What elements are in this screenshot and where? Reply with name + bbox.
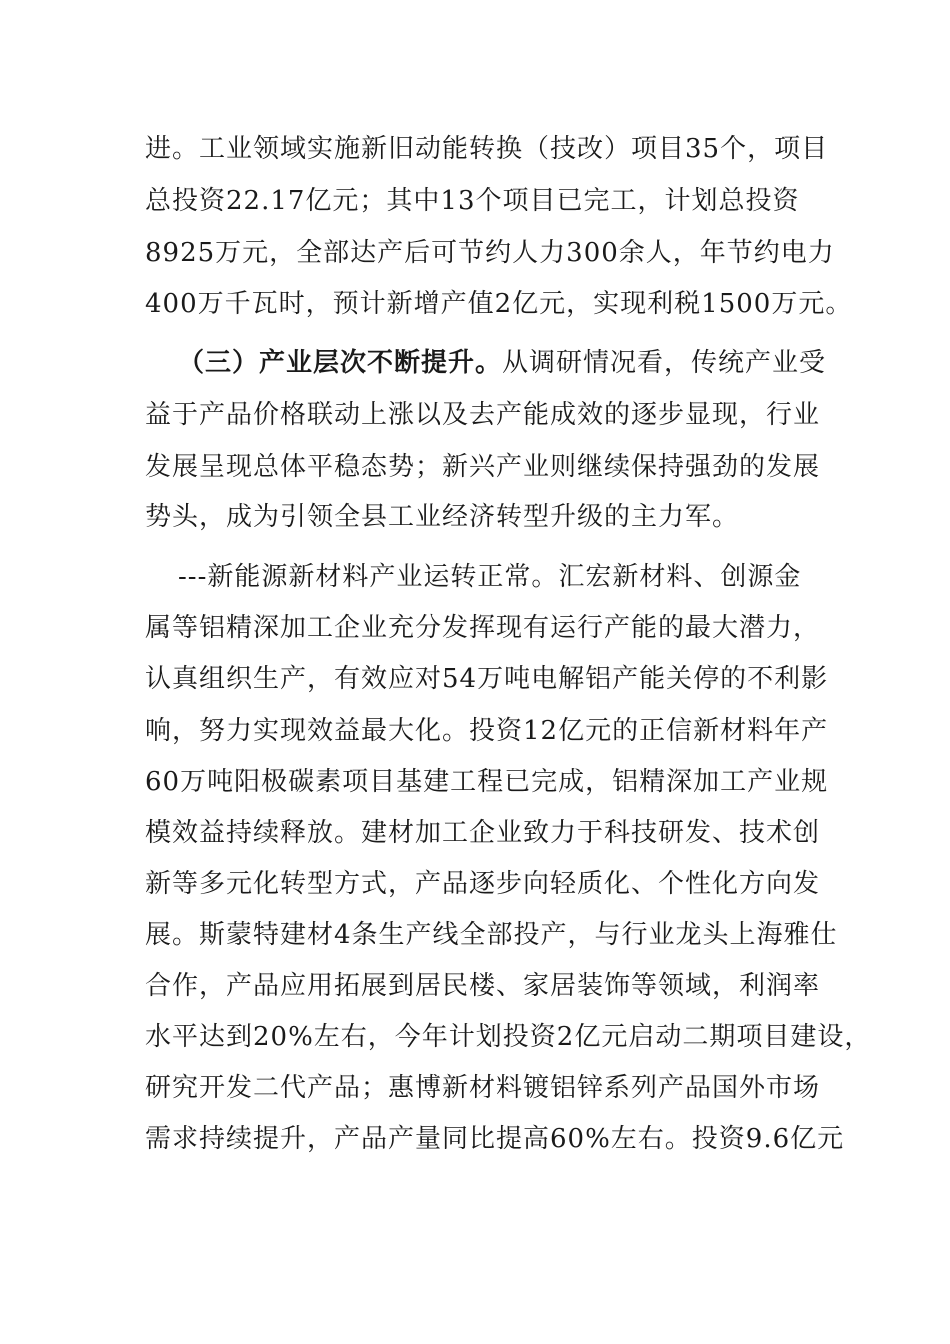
section-heading: （三）产业层次不断提升。 bbox=[178, 348, 503, 378]
paragraph-3-line-7: 新等多元化转型方式，产品逐步向轻质化、个性化方向发 bbox=[145, 869, 821, 899]
paragraph-3-line-10: 水平达到20%左右，今年计划投资2亿元启动二期项目建设， bbox=[145, 1022, 872, 1052]
paragraph-3-line-5: 60万吨阳极碳素项目基建工程已完成，铝精深加工产业规 bbox=[145, 767, 829, 797]
paragraph-3-line-4: 响，努力实现效益最大化。投资12亿元的正信新材料年产 bbox=[145, 716, 829, 746]
paragraph-1-line-2: 总投资22.17亿元；其中13个项目已完工，计划总投资 bbox=[145, 186, 800, 216]
paragraph-2-line-1-text: 从调研情况看，传统产业受 bbox=[502, 348, 827, 378]
paragraph-3-line-2: 属等铝精深加工企业充分发挥现有运行产能的最大潜力， bbox=[145, 613, 821, 643]
paragraph-3-line-9: 合作，产品应用拓展到居民楼、家居装饰等领域，利润率 bbox=[145, 971, 821, 1001]
paragraph-3-line-3: 认真组织生产，有效应对54万吨电解铝产能关停的不利影 bbox=[145, 664, 829, 694]
paragraph-3-line-6: 模效益持续释放。建材加工企业致力于科技研发、技术创 bbox=[145, 818, 821, 848]
paragraph-3-line-8: 展。斯蒙特建材4条生产线全部投产，与行业龙头上海雅仕 bbox=[145, 920, 838, 950]
paragraph-2-line-3: 发展呈现总体平稳态势；新兴产业则继续保持强劲的发展 bbox=[145, 452, 821, 482]
paragraph-3-line-11: 研究开发二代产品；惠博新材料镀铝锌系列产品国外市场 bbox=[145, 1073, 821, 1103]
paragraph-2-line-1 bbox=[178, 343, 826, 383]
paragraph-3-line-1: ---新能源新材料产业运转正常。汇宏新材料、创源金 bbox=[178, 562, 802, 592]
paragraph-1-line-1: 进。工业领域实施新旧动能转换（技改）项目35个，项目 bbox=[145, 134, 829, 164]
paragraph-1-line-4: 400万千瓦时，预计新增产值2亿元，实现利税1500万元。 bbox=[145, 289, 853, 319]
paragraph-2-line-2: 益于产品价格联动上涨以及去产能成效的逐步显现，行业 bbox=[145, 400, 821, 430]
paragraph-3-line-12: 需求持续提升，产品产量同比提高60%左右。投资9.6亿元 bbox=[145, 1124, 845, 1154]
paragraph-2-line-4: 势头，成为引领全县工业经济转型升级的主力军。 bbox=[145, 502, 740, 532]
paragraph-1-line-3: 8925万元，全部达产后可节约人力300余人，年节约电力 bbox=[145, 238, 835, 268]
